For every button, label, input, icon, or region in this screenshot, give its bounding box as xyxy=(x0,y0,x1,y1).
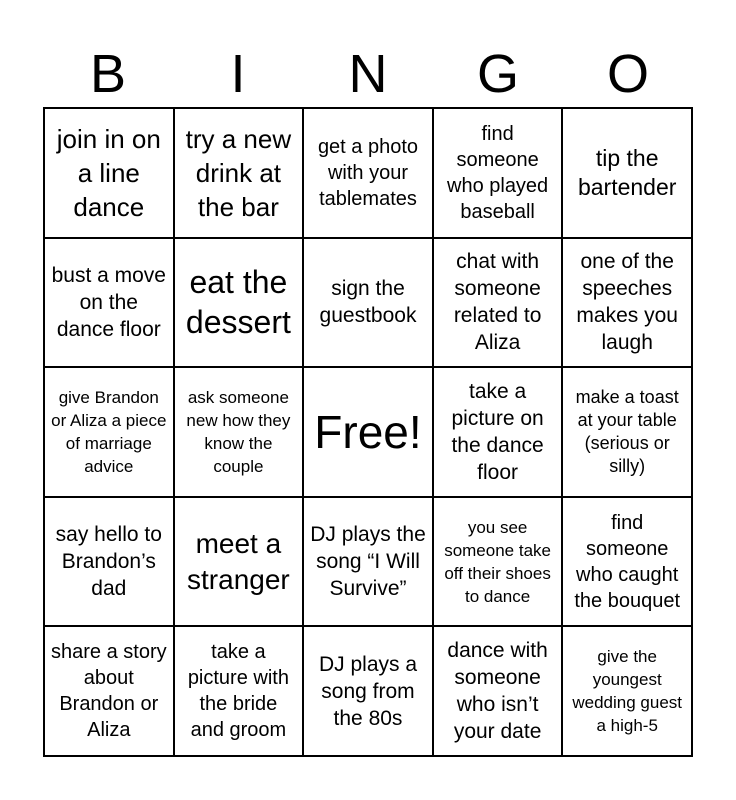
bingo-cell[interactable] xyxy=(174,238,304,368)
cell-text: you see someone take off their shoes to dance xyxy=(444,517,551,606)
cell-text: sign the guestbook xyxy=(319,277,417,328)
cell-text: take a picture with the bride and groom xyxy=(187,641,289,742)
bingo-cell[interactable] xyxy=(562,108,692,238)
cell-text: share a story about Brandon or Aliza xyxy=(51,641,167,742)
cell-text: take a picture on the dance floor xyxy=(451,379,544,484)
header-letter-i: I xyxy=(230,44,246,104)
bingo-cell[interactable] xyxy=(174,626,304,756)
bingo-cell[interactable] xyxy=(303,626,433,756)
cell-text: dance with someone who isn’t your date xyxy=(447,639,548,744)
bingo-cell[interactable] xyxy=(303,497,433,627)
bingo-cell[interactable] xyxy=(433,238,563,368)
bingo-cell[interactable] xyxy=(44,497,174,627)
cell-text: give Brandon or Aliza a piece of marriage advice xyxy=(51,387,167,476)
cell-text: meet a stranger xyxy=(187,527,290,595)
cell-text: join in on a line dance xyxy=(56,123,161,222)
bingo-cell[interactable] xyxy=(303,108,433,238)
bingo-cell[interactable] xyxy=(433,497,563,627)
bingo-cell[interactable] xyxy=(174,367,304,497)
cell-text: ask someone new how they know the couple xyxy=(186,387,291,476)
bingo-cell[interactable] xyxy=(562,238,692,368)
bingo-cell[interactable] xyxy=(44,108,174,238)
cell-text: make a toast at your table (serious or silly) xyxy=(575,386,679,476)
cell-text: try a new drink at the bar xyxy=(185,123,292,222)
free-space[interactable] xyxy=(303,367,433,497)
bingo-cell[interactable] xyxy=(562,367,692,497)
header-letter-n: N xyxy=(348,44,388,104)
bingo-header xyxy=(43,40,693,108)
cell-text: say hello to Brandon’s dad xyxy=(55,523,162,601)
header-letter-o: O xyxy=(606,44,649,104)
bingo-cell[interactable] xyxy=(174,108,304,238)
cell-text: find someone who played baseball xyxy=(447,122,549,223)
bingo-card xyxy=(43,107,693,757)
bingo-cell[interactable] xyxy=(562,626,692,756)
cell-text: one of the speeches makes you laugh xyxy=(576,250,678,355)
cell-text: chat with someone related to Aliza xyxy=(453,250,542,355)
cell-text: find someone who caught the bouquet xyxy=(574,511,681,612)
cell-text: give the youngest wedding guest a high-5 xyxy=(572,647,683,736)
bingo-cell[interactable] xyxy=(44,626,174,756)
cell-text: DJ plays a song from the 80s xyxy=(318,652,418,730)
bingo-cell[interactable] xyxy=(433,626,563,756)
cell-text: Free! xyxy=(314,405,422,458)
cell-text: eat the dessert xyxy=(185,264,291,341)
header-letter-b: B xyxy=(89,44,127,104)
bingo-cell[interactable] xyxy=(433,367,563,497)
bingo-cell[interactable] xyxy=(44,367,174,497)
bingo-cell[interactable] xyxy=(433,108,563,238)
bingo-cell[interactable] xyxy=(44,238,174,368)
header-letter-g: G xyxy=(476,44,519,104)
cell-text: get a photo with your tablemates xyxy=(317,135,419,210)
bingo-cell[interactable] xyxy=(562,497,692,627)
cell-text: tip the bartender xyxy=(577,144,677,200)
cell-text: DJ plays the song “I Will Survive” xyxy=(310,523,426,601)
cell-text: bust a move on the dance floor xyxy=(51,263,166,341)
bingo-cell[interactable] xyxy=(303,238,433,368)
bingo-cell[interactable] xyxy=(174,497,304,627)
